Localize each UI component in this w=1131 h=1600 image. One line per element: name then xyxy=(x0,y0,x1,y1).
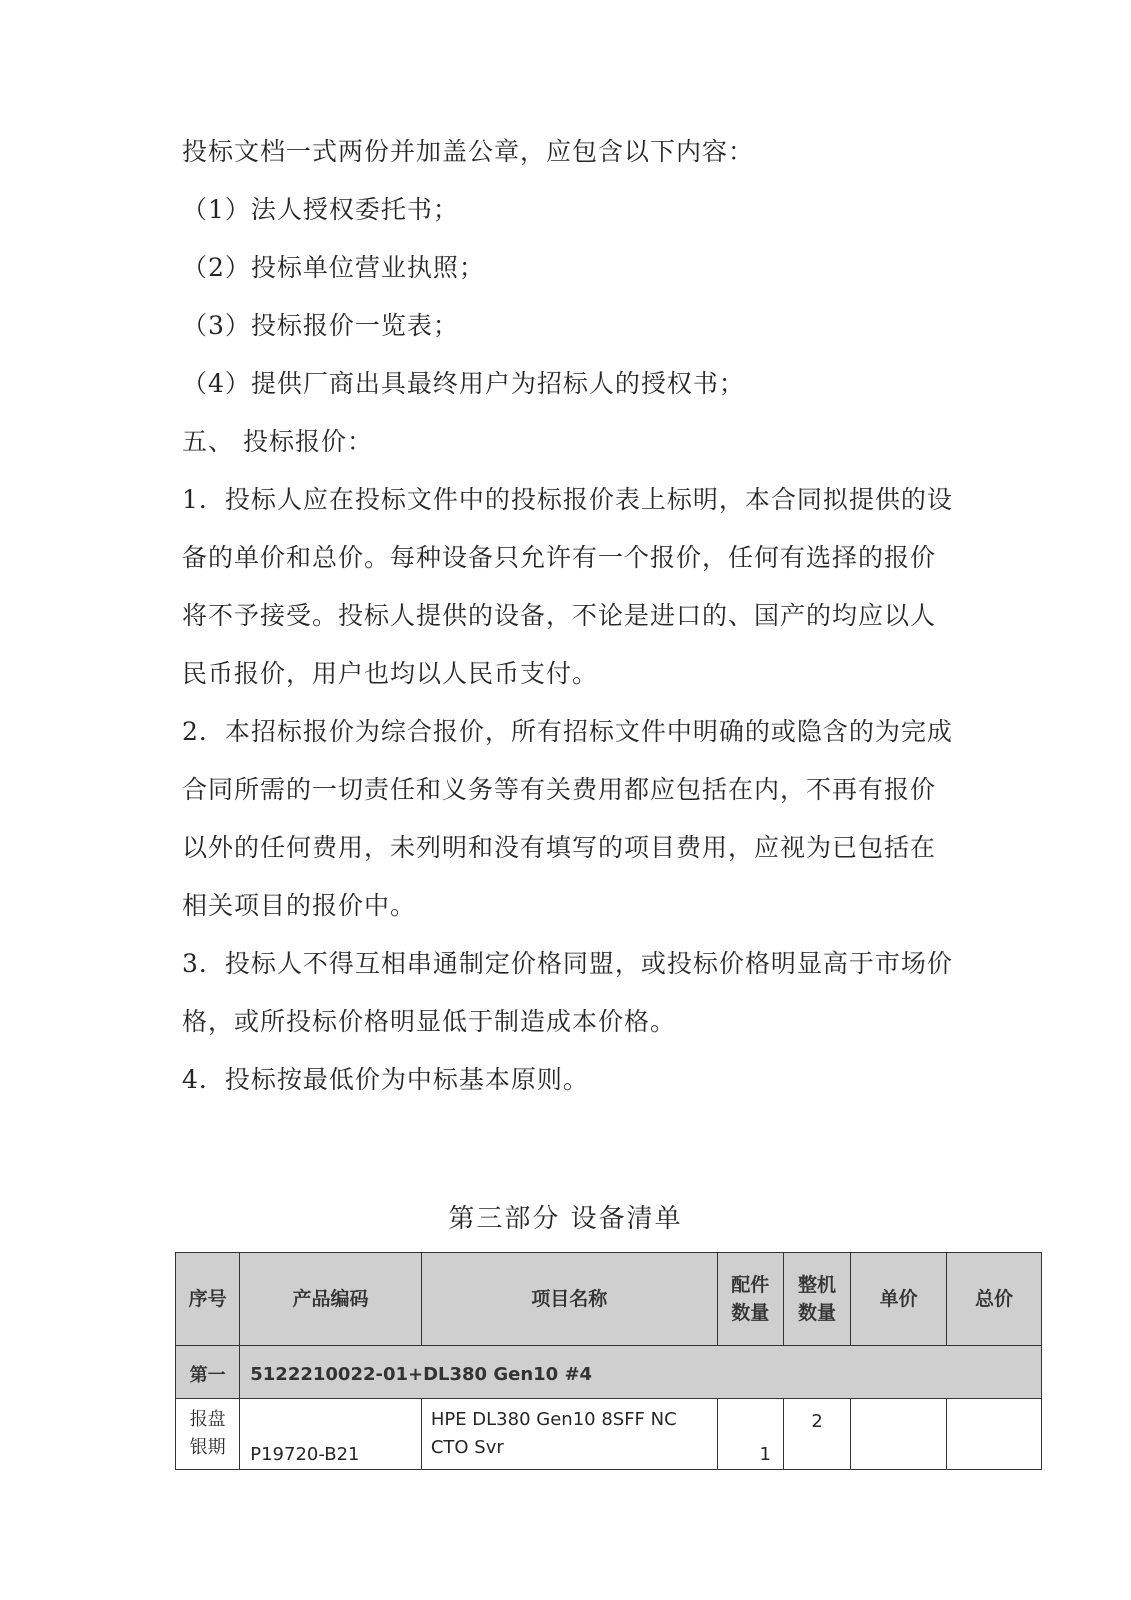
header-no: 序号 xyxy=(176,1253,240,1346)
header-total-price: 总价 xyxy=(947,1253,1042,1346)
paragraph-3-line-2: 格，或所投标价格明显低于制造成本价格。 xyxy=(182,1007,677,1036)
paragraph-1-line-2: 备的单价和总价。每种设备只允许有一个报价，任何有选择的报价 xyxy=(182,543,937,572)
paragraph-2-line-4: 相关项目的报价中。 xyxy=(182,891,417,920)
paragraph-1-line-3: 将不予接受。投标人提供的设备，不论是进口的、国产的均应以人 xyxy=(182,601,937,630)
group-no: 第一 xyxy=(176,1346,240,1399)
table-header-row xyxy=(176,1253,1042,1346)
list-item-4: （4）提供厂商出具最终用户为招标人的授权书； xyxy=(182,369,745,398)
list-item-1: （1）法人授权委托书； xyxy=(182,195,459,224)
header-code: 产品编码 xyxy=(240,1253,422,1346)
header-unit-qty-line1: 整机 xyxy=(798,1274,837,1296)
header-unit-qty xyxy=(783,1253,850,1346)
row-unit-price xyxy=(851,1399,947,1470)
paragraph-3-line-1: 3．投标人不得互相串通制定价格同盟，或投标价格明显高于市场价 xyxy=(182,949,953,978)
header-part-qty xyxy=(717,1253,783,1346)
section-heading-bid-price: 五、 投标报价： xyxy=(182,427,373,456)
list-item-2: （2）投标单位营业执照； xyxy=(182,253,485,282)
header-name: 项目名称 xyxy=(421,1253,717,1346)
row-no-line2: 银期 xyxy=(189,1437,226,1458)
paragraph-2-line-1: 2．本招标报价为综合报价，所有招标文件中明确的或隐含的为完成 xyxy=(182,717,953,746)
equipment-list-title: 第三部分 设备清单 xyxy=(448,1204,683,1234)
paragraph-2-line-2: 合同所需的一切责任和义务等有关费用都应包括在内，不再有报价 xyxy=(182,775,937,804)
header-unit-qty-line2: 数量 xyxy=(798,1302,837,1324)
paragraph-2-line-3: 以外的任何费用，未列明和没有填写的项目费用，应视为已包括在 xyxy=(182,833,937,862)
paragraph-1-line-4: 民币报价，用户也均以人民币支付。 xyxy=(182,659,599,688)
row-code: P19720-B21 xyxy=(240,1399,422,1470)
row-name xyxy=(421,1399,717,1470)
paragraph-4-line-1: 4．投标按最低价为中标基本原则。 xyxy=(182,1065,589,1094)
list-item-3: （3）投标报价一览表； xyxy=(182,311,459,340)
row-no xyxy=(176,1399,240,1470)
row-part-qty: 1 xyxy=(717,1399,783,1470)
group-title: 5122210022-01+DL380 Gen10 #4 xyxy=(240,1346,1042,1399)
intro-line: 投标文档一式两份并加盖公章，应包含以下内容： xyxy=(182,137,755,166)
row-name-line1: HPE DL380 Gen10 8SFF NC xyxy=(430,1409,677,1430)
row-name-line2: CTO Svr xyxy=(430,1437,504,1458)
equipment-table xyxy=(175,1252,1042,1470)
row-no-line1: 报盘 xyxy=(189,1409,226,1430)
table-row xyxy=(176,1399,1042,1470)
row-total-price xyxy=(947,1399,1042,1470)
header-part-qty-line2: 数量 xyxy=(731,1302,770,1324)
row-unit-qty: 2 xyxy=(783,1399,850,1470)
header-unit-price: 单价 xyxy=(851,1253,947,1346)
header-part-qty-line1: 配件 xyxy=(731,1274,770,1296)
paragraph-1-line-1: 1．投标人应在投标文件中的投标报价表上标明，本合同拟提供的设 xyxy=(182,485,953,514)
group-row xyxy=(176,1346,1042,1399)
